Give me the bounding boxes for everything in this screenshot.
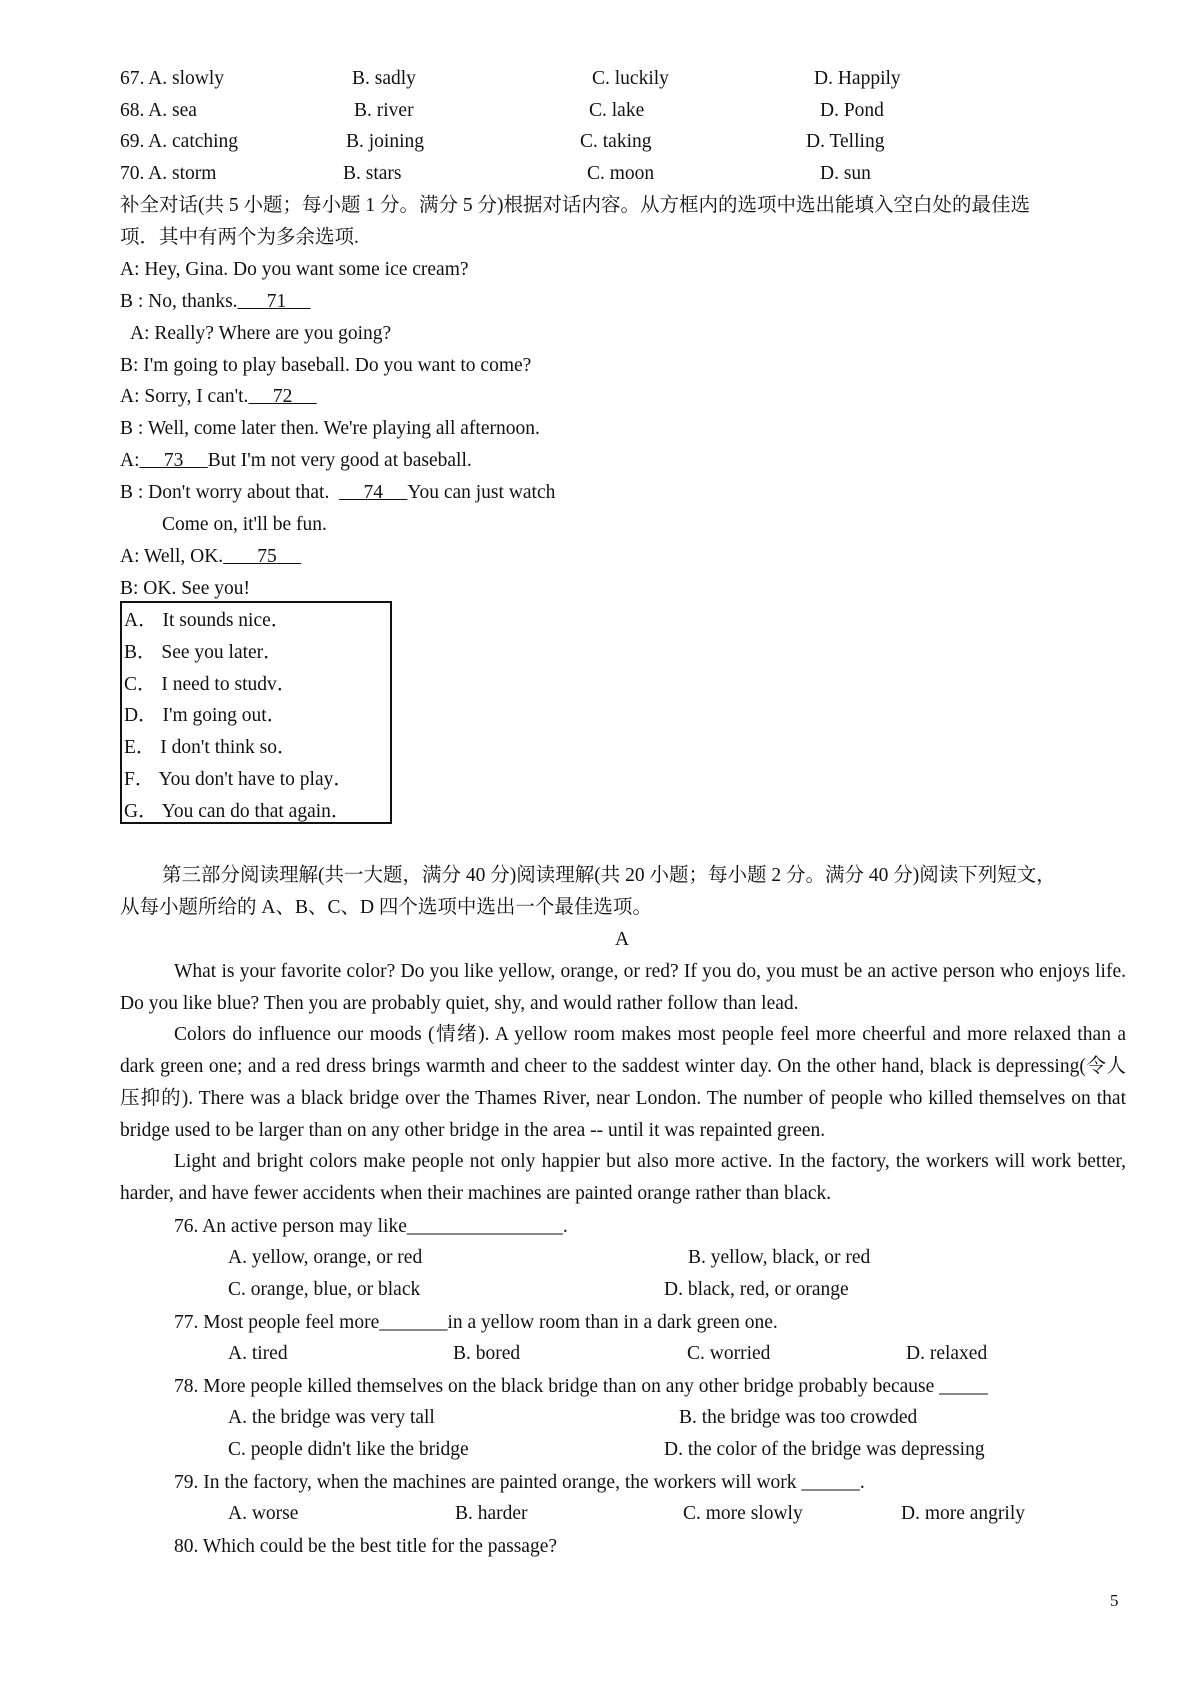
q79-option-a: A. worse [228, 1503, 299, 1524]
passage-paragraph-1: What is your favorite color? Do you like yellow, orange, or red? If you do, you must be an active person who enjoys life. Do you like blue? Then you are probably quiet, shy, and would rather follow than lead. [120, 961, 1126, 1014]
cloze-69-a: 69. A. catching [120, 131, 239, 152]
part3-instructions-line2: 从每小题所给的 A、B、C、D 四个选项中选出一个最佳选项。 [120, 897, 652, 918]
dialogue-line-2-text: B : No, thanks. [120, 291, 238, 312]
dialogue-line-6: B : Well, come later then. We're playing all afternoon. [120, 418, 540, 439]
q79-option-c: C. more slowly [683, 1503, 803, 1524]
q77-option-a: A. tired [228, 1343, 288, 1364]
option-f: F． You don't have to play． [124, 769, 353, 790]
dialogue-line-7 [120, 449, 472, 473]
option-a: A． It sounds nice． [124, 610, 291, 631]
dialogue-line-7-text: But I'm not very good at baseball. [207, 450, 472, 471]
cloze-68-c: C. lake [589, 100, 645, 121]
cloze-68-b: B. river [354, 100, 414, 121]
cloze-67-b: B. sadly [352, 68, 416, 89]
part3-instructions-line1: 第三部分阅读理解(共一大题，满分 40 分)阅读理解(共 20 小题；每小题 2 分。满分 40 分)阅读下列短文， [162, 865, 1056, 886]
dialogue-line-11: B: OK. See you! [120, 578, 250, 599]
cloze-70-a: 70. A. storm [120, 163, 217, 184]
q76-option-d: D. black, red, or orange [664, 1279, 849, 1300]
blank-71 [238, 291, 311, 312]
q78-option-a: A. the bridge was very tall [228, 1407, 435, 1428]
q78-option-d: D. the color of the bridge was depressing [664, 1439, 985, 1460]
q77-option-b: B. bored [453, 1343, 521, 1364]
q77-option-d: D. relaxed [906, 1343, 988, 1364]
dialogue-line-8-text: B : Don't worry about that. [120, 482, 330, 503]
option-e: E． I don't think so． [124, 737, 297, 758]
cloze-67-d: D. Happily [814, 68, 901, 89]
cloze-70-b: B. stars [343, 163, 402, 184]
cloze-68-d: D. Pond [820, 100, 884, 121]
dialogue-line-2 [120, 290, 311, 314]
dialogue-instructions-line2: 项．其中有两个为多余选项. [120, 227, 359, 248]
q79-option-d: D. more angrily [901, 1503, 1026, 1524]
dialogue-instructions-line1: 补全对话(共 5 小题；每小题 1 分。满分 5 分)根据对话内容。从方框内的选项中选出能填入空白处的最佳选 [120, 195, 1030, 216]
cloze-68-a: 68. A. sea [120, 100, 197, 121]
blank-71-label: 71 [266, 291, 287, 312]
q79-option-b: B. harder [455, 1503, 528, 1524]
option-c: C． I need to studv． [124, 674, 297, 695]
q77-option-c: C. worried [687, 1343, 771, 1364]
dialogue-line-4: B: I'm going to play baseball. Do you want to come? [120, 355, 532, 376]
dialogue-line-9: Come on, it'll be fun. [162, 514, 327, 535]
question-78: 78. More people killed themselves on the black bridge than on any other bridge probably because _____ [174, 1376, 988, 1397]
cloze-70-c: C. moon [587, 163, 655, 184]
q76-option-b: B. yellow, black, or red [688, 1247, 871, 1268]
q76-option-c: C. orange, blue, or black [228, 1279, 421, 1300]
dialogue-line-8-post: You can just watch [407, 482, 556, 503]
passage-paragraph-2: Colors do influence our moods (情绪). A yellow room makes most people feel more cheerful and more relaxed than a dark green one; and a red dress brings warmth and cheer to the saddest winter day. On the other hand, black is depressing(令人压抑的). There was a black bridge over the Thames River, near London. The number of people who killed themselves on that bridge used to be larger than on any other bridge in the area -- until it was repainted green. [120, 1024, 1126, 1141]
option-g: G． You can do that again． [124, 801, 351, 822]
option-b: B． See you later． [124, 642, 283, 663]
cloze-67-a: 67. A. slowly [120, 68, 225, 89]
blank-74 [339, 482, 407, 503]
question-77: 77. Most people feel more_______in a yellow room than in a dark green one. [174, 1312, 778, 1333]
dialogue-line-1: A: Hey, Gina. Do you want some ice cream? [120, 259, 469, 280]
blank-72 [248, 386, 316, 407]
question-80: 80. Which could be the best title for the passage? [174, 1536, 558, 1557]
dialogue-line-5-text: A: Sorry, I can't. [120, 386, 249, 407]
cloze-69-d: D. Telling [806, 131, 885, 152]
options-box [120, 601, 392, 824]
blank-72-label: 72 [272, 386, 293, 407]
blank-73-label: 73 [163, 450, 184, 471]
dialogue-line-10 [120, 545, 301, 569]
dialogue-line-8 [120, 481, 555, 505]
question-79: 79. In the factory, when the machines are painted orange, the workers will work ______. [174, 1472, 865, 1493]
cloze-69-b: B. joining [346, 131, 425, 152]
q78-option-c: C. people didn't like the bridge [228, 1439, 469, 1460]
option-d: D． I'm going out． [124, 705, 287, 726]
cloze-67-c: C. luckily [592, 68, 669, 89]
passage-label: A [615, 929, 630, 950]
blank-75-label: 75 [257, 546, 277, 567]
q76-option-a: A. yellow, orange, or red [228, 1247, 423, 1268]
page-number: 5 [1110, 1591, 1119, 1610]
cloze-70-d: D. sun [820, 163, 871, 184]
dialogue-line-5 [120, 385, 317, 409]
cloze-69-c: C. taking [580, 131, 652, 152]
blank-74-label: 74 [363, 482, 383, 503]
q78-option-b: B. the bridge was too crowded [679, 1407, 918, 1428]
dialogue-line-7-speaker: A: [120, 450, 140, 471]
question-76: 76. An active person may like________________. [174, 1216, 568, 1237]
dialogue-line-10-text: A: Well, OK. [120, 546, 224, 567]
dialogue-line-3: A: Really? Where are you going? [130, 323, 392, 344]
blank-73 [140, 450, 208, 471]
blank-75 [223, 546, 301, 567]
passage-paragraph-3: Light and bright colors make people not only happier but also more active. In the factory, the workers will work better, harder, and have fewer accidents when their machines are painted orange rather than black. [120, 1151, 1126, 1204]
